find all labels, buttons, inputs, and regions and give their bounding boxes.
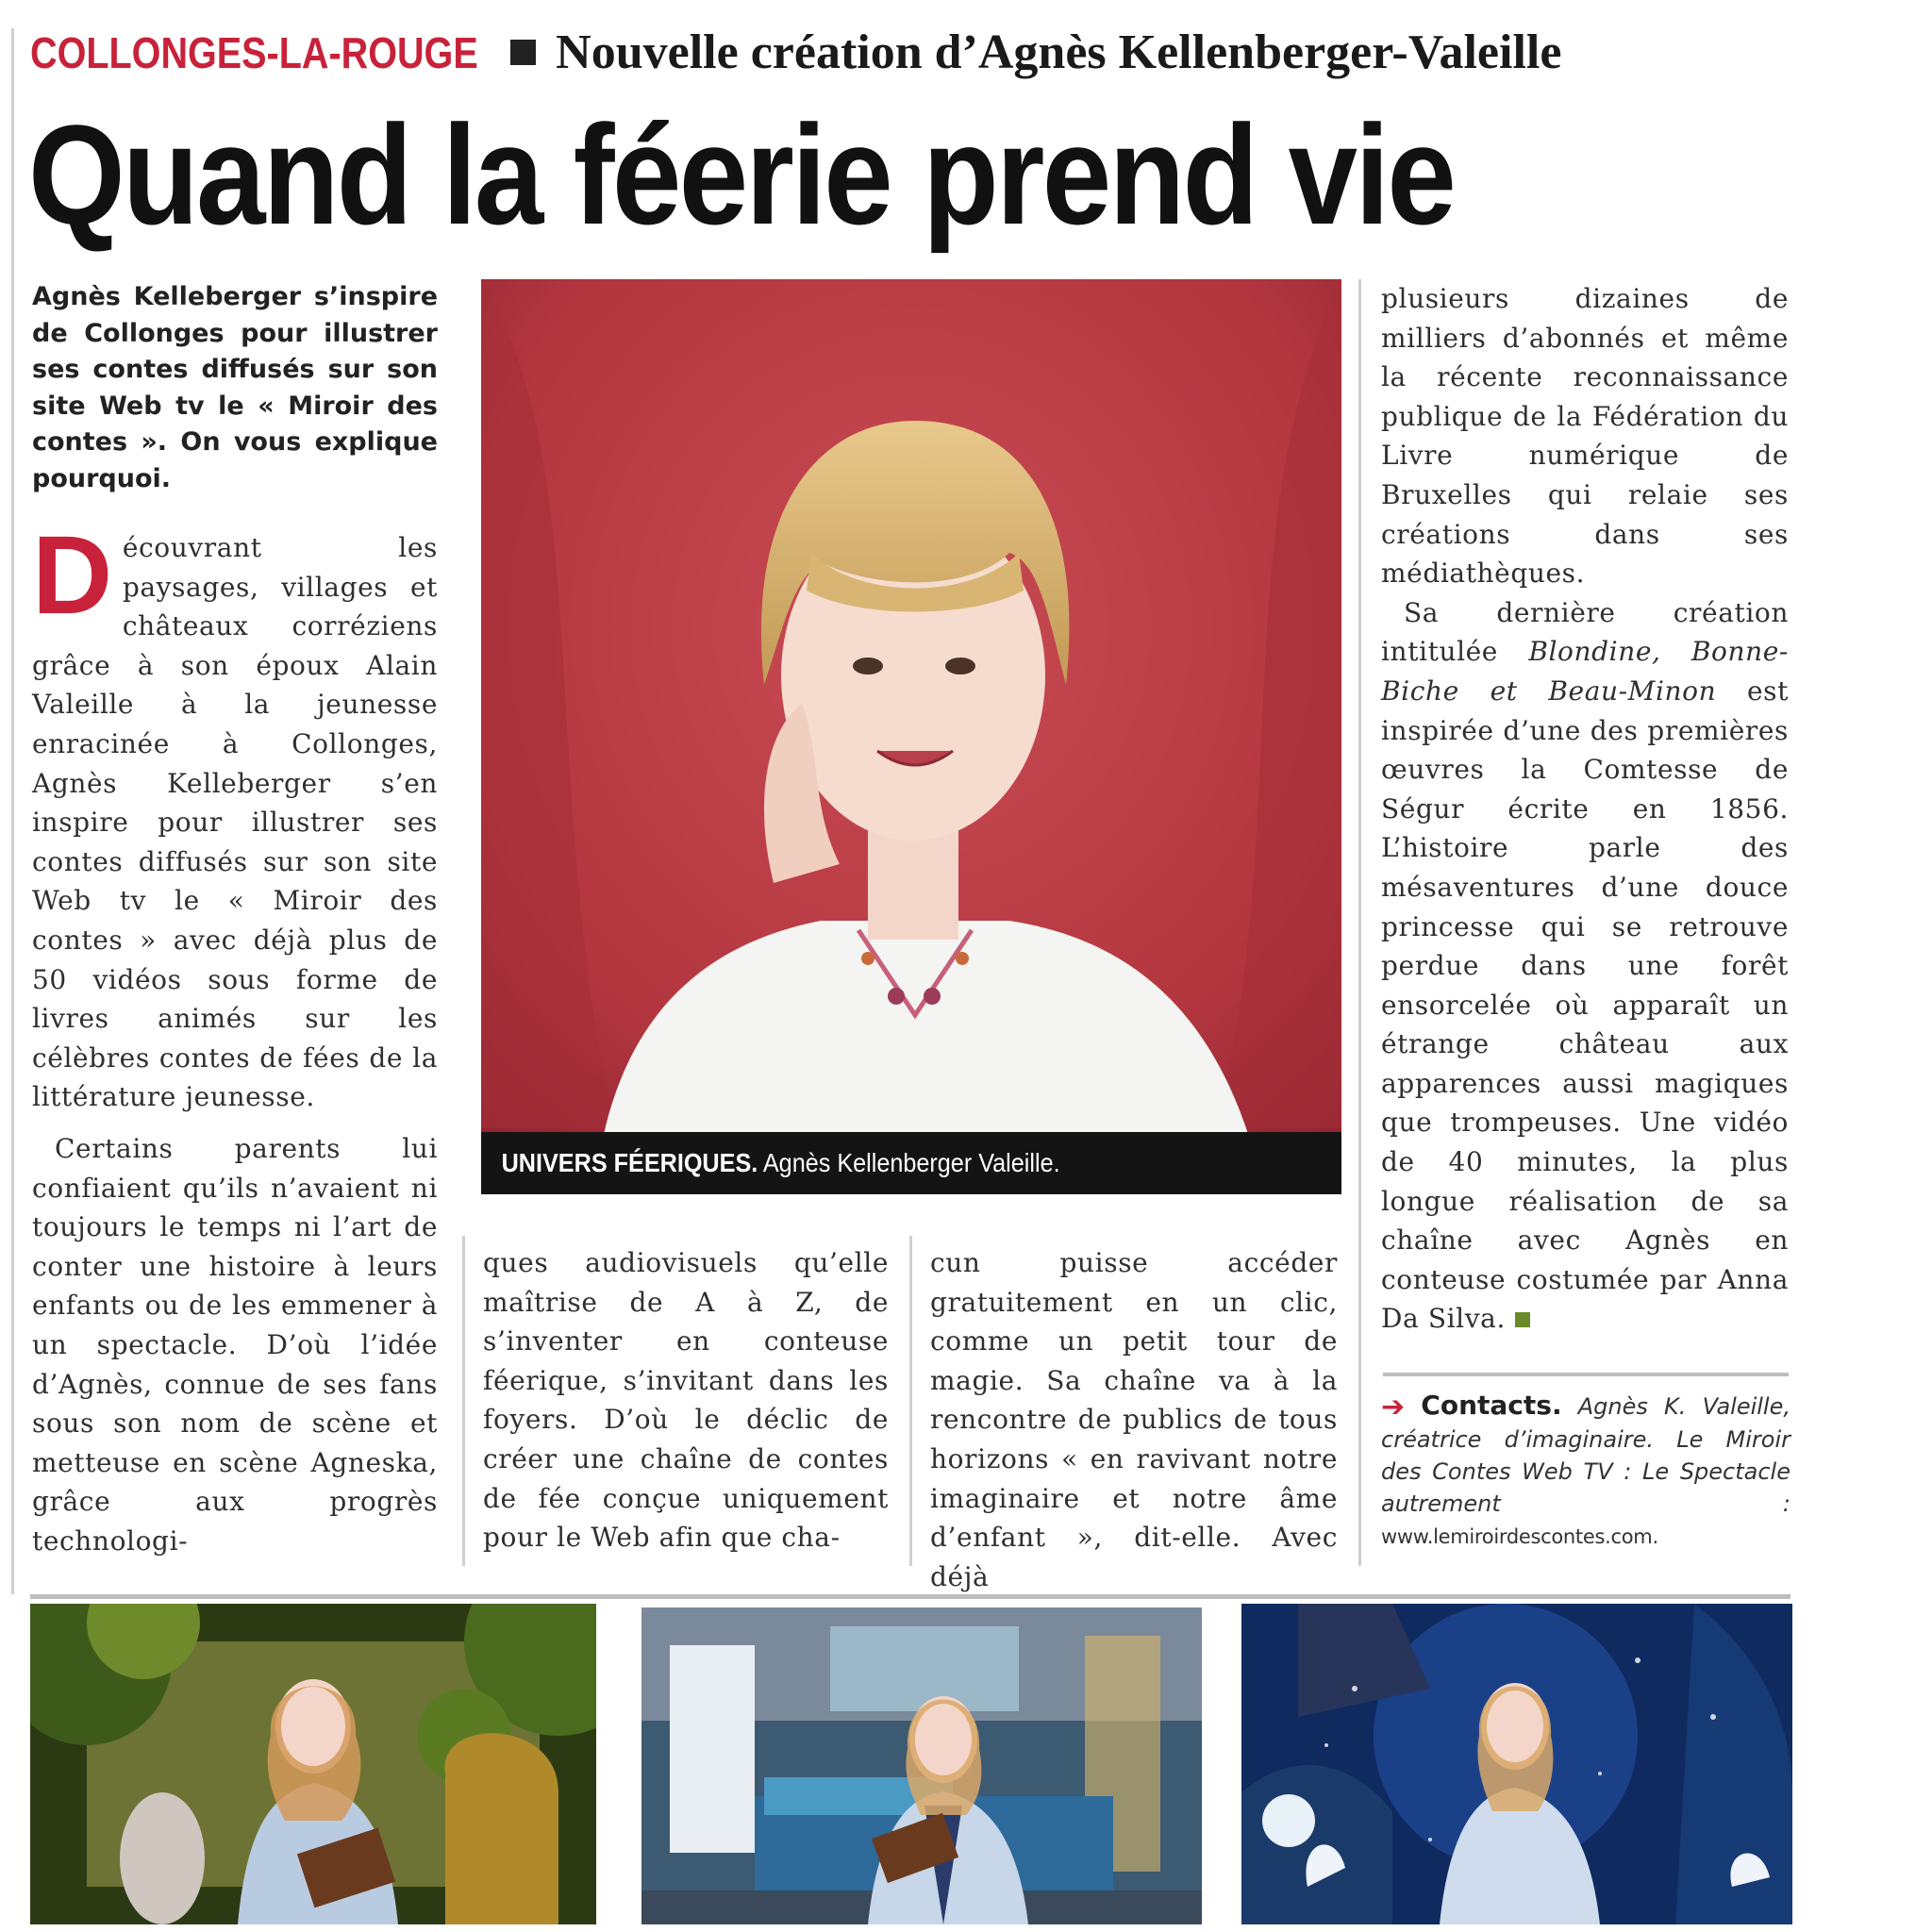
kicker-place: COLLONGES-LA-ROUGE: [30, 27, 478, 77]
column-rule-1: [462, 1236, 465, 1566]
kicker-square-icon: [510, 40, 536, 65]
body-paragraph-1-text: écouvrant les paysages, villages et châteaux corréziens grâce à son époux Alain Valeille à la jeunesse enracinée à Collonges, Agnès Kelleberger s’en inspire pour illustrer ses contes diffusés sur son site Web tv le « Miroir des contes » avec déjà plus de 50 vidéos sous forme de livres animés sur les célèbres contes de fées de la littérature jeunesse.: [32, 532, 438, 1113]
contacts-text: Agnès K. Valeille, créatrice d’imaginaire. Le Miroir des Contes Web TV : Le Spectacle autrement :: [1381, 1393, 1790, 1517]
body-column-4-paragraph-2-start: Sa dernière création intitulée: [1381, 596, 1789, 668]
bottom-rule: [30, 1594, 1790, 1599]
kicker-row: [30, 25, 1561, 85]
photo-winter-scene: [1241, 1604, 1792, 1924]
end-mark-icon: [1515, 1312, 1530, 1327]
story-title: Blondine, Bonne-Biche et Beau-Minon: [1381, 636, 1789, 707]
contacts-url: www.lemiroirdescontes.com.: [1381, 1525, 1658, 1548]
main-photo: [481, 279, 1341, 1194]
body-paragraph-1: [32, 513, 438, 1117]
arrow-right-icon: ➔: [1381, 1391, 1406, 1424]
headline: Quand la féerie prend vie: [28, 95, 1455, 254]
body-column-4-paragraph-1: plusieurs dizaines de milliers d’abonnés et même la récente reconnaissance publique de la Fédération du Livre numérique de Bruxelles qui relaie ses créations dans ses médiathèques.: [1381, 283, 1789, 590]
body-column-4-paragraph-2-end: est inspirée d’une des premières œuvres la Comtesse de Ségur écrite en 1856. L’histoire parle des mésaventures d’une douce princesse qui se retrouve perdue dans une forêt ensorcelée où apparaît un étrange château aux apparences aussi magiques que trompeuses. Une vidéo de 40 minutes, la plus longue réalisation de sa chaîne avec Agnès en conteuse costumée par Anna Da Silva.: [1381, 675, 1789, 1335]
contacts-box: [1381, 1390, 1790, 1553]
photo-bedroom-scene: [641, 1607, 1202, 1924]
body-column-4-paragraph-2: [1381, 593, 1789, 1339]
contacts-label: Contacts.: [1421, 1390, 1562, 1421]
body-column-3: [930, 1243, 1338, 1596]
lead-paragraph: Agnès Kelleberger s’inspire de Collonges pour illustrer ses contes diffusés sur son site Web tv le « Miroir des contes ». On vous explique pourquoi.: [32, 282, 438, 493]
body-column-2-text: ques audiovisuels qu’elle maîtrise de A à Z, de s’inventer en conteuse féerique, s’invitant dans les foyers. D’où le déclic de créer une chaîne de contes de fée conçue uniquement pour le Web afin que cha-: [483, 1247, 889, 1554]
contacts-rule: [1383, 1373, 1789, 1376]
body-column-1-continued: [32, 1129, 438, 1561]
body-paragraph-2: Certains parents lui confiaient qu’ils n’avaient ni toujours le temps ni l’art de conter une histoire à leurs enfants ou de les emmener à un spectacle. D’où l’idée d’Agnès, connue de ses fans sous son nom de scène et metteuse en scène Agneska, grâce aux progrès technologi-: [32, 1133, 438, 1557]
column-rule-2: [909, 1236, 912, 1566]
body-column-1: [32, 513, 438, 1117]
photo-forest-scene: [30, 1604, 596, 1924]
caption-text: Agnès Kellenberger Valeille.: [758, 1148, 1060, 1177]
kicker-subtitle: Nouvelle création d’Agnès Kellenberger-Valeille: [556, 25, 1562, 79]
body-column-2: [483, 1243, 889, 1557]
body-column-4: [1381, 279, 1789, 1339]
caption-heading: UNIVERS FÉERIQUES.: [501, 1148, 758, 1177]
body-column-3-text: cun puisse accéder gratuitement en un clic, comme un petit tour de magie. Sa chaîne va à la rencontre de publics de tous horizons « en ravivant notre imaginaire et notre âme d’enfant », dit-elle. Avec déjà: [930, 1247, 1338, 1592]
left-margin-rule: [11, 28, 14, 1594]
drop-cap: D: [32, 513, 113, 638]
column-rule-3: [1358, 279, 1361, 1566]
photo-caption: [481, 1132, 1341, 1194]
